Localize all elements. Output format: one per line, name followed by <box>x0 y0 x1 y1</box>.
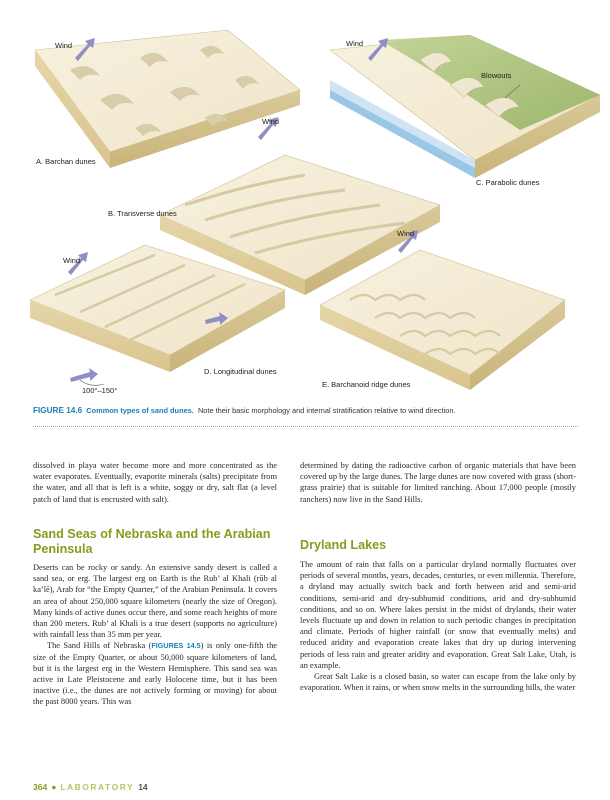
page-number: 364 <box>33 782 48 792</box>
figure-caption <box>33 406 578 415</box>
left-p2-start: The Sand Hills of Nebraska ( <box>47 641 152 651</box>
left-p2-rest: ) is only one-fifth the size of the Empty Quarter, or about 50,000 square kilometers of land, but it is the largest erg in the Western Hemisphere. This sand sea was active in Late Pleistocene and early Holocene time, but it has been inactive (i.e., the dunes are not actively forming or moving) for about the past 8000 years. This was <box>33 641 277 707</box>
footer-chapter: 14 <box>138 782 148 792</box>
wind-label-d: Wind <box>63 256 81 265</box>
right-paragraph-2: Great Salt Lake is a closed basin, so water can escape from the lake only by evaporation. When it rains, or when snow melts in the surrounding hills, the water <box>300 672 576 693</box>
angle-arc <box>80 380 104 385</box>
footer-bullet: ● <box>51 782 57 792</box>
figure-caption-text: Note their basic morphology and internal stratification relative to wind direction. <box>197 406 456 415</box>
label-barchan: A. Barchan dunes <box>36 157 96 166</box>
wind-label-c: Wind <box>346 39 364 48</box>
left-paragraph-1: Deserts can be rocky or sandy. An extensive sandy desert is called a sand sea, or erg. The largest erg on Earth is the Rub’ al Khali (rūb al ka’lē), Arab for “the Empty Quarter,” of the Arabian Peninsula. It covers an area of about 250,000 square kilometers (nearly the size of Oregon). Many kinds of active dunes occur there, and some reach heights of more than 200 meters. Rub’ al Khali is a true desert (supports no agriculture) with rainfall less than 35 mm per year. <box>33 563 277 640</box>
right-intro-paragraph: determined by dating the radioactive carbon of organic materials that have been covered up by the large dunes. The large dunes are now covered with grass (short-grass prairie) that is suitable for limited ranching. About 17,000 people (mostly ranchers) now live in the Sand Hills. <box>300 461 576 504</box>
page-footer <box>33 782 148 792</box>
left-intro <box>33 460 277 505</box>
figure-reference-link[interactable]: FIGURES 14.5 <box>151 641 201 651</box>
heading-sand-seas: Sand Seas of Nebraska and the Arabian Peninsula <box>33 527 271 556</box>
label-transverse: B. Transverse dunes <box>108 209 177 218</box>
left-intro-paragraph: dissolved in playa water become more and more concentrated as the water evaporates. Eventually, evaporite minerals (salts) precipitate from the water, and all that is left is a white, soggy or dry, salt flat (a level patch of land that is encrusted with salt). <box>33 461 277 504</box>
wind-label-a: Wind <box>55 41 73 50</box>
label-longitudinal: D. Longitudinal dunes <box>204 367 277 376</box>
wind-label-b: Wind <box>262 117 280 126</box>
left-paragraph-2 <box>33 640 277 707</box>
figure-number: FIGURE 14.6 <box>33 406 83 415</box>
right-paragraph-1: The amount of rain that falls on a particular dryland normally fluctuates over periods of several months, years, decades, centuries, or even millennia. Therefore, a dryland may actually switch back and forth between arid and semi-arid conditions, semi-arid and dry-subhumid conditions, arid and dry-subhumid conditions, and so on. Where lakes persist in the midst of drylands, their water levels fluctuate up and down in relation to such periodic changes in precipitation and climate. Periods of higher rainfall (or snow that eventually melts) and reduced aridity and evaporation create lakes that dry up during intervening periods of less rain and greater aridity and evaporation. Great Salt Lake, Utah, is an example. <box>300 560 576 670</box>
footer-section: LABORATORY <box>60 782 135 792</box>
heading-dryland-lakes: Dryland Lakes <box>300 538 387 552</box>
label-barchanoid: E. Barchanoid ridge dunes <box>322 380 411 389</box>
block-barchan <box>35 30 300 168</box>
block-barchanoid <box>320 250 565 390</box>
right-intro <box>300 460 576 505</box>
blowouts-label: Blowouts <box>481 71 512 80</box>
left-body <box>33 562 277 708</box>
label-parabolic: C. Parabolic dunes <box>476 178 540 187</box>
angle-label: 100°–150° <box>82 386 118 395</box>
right-body <box>300 559 576 693</box>
wind-label-e: Wind <box>397 229 415 238</box>
caption-divider <box>33 426 578 427</box>
figure-title: Common types of sand dunes. <box>86 406 194 415</box>
